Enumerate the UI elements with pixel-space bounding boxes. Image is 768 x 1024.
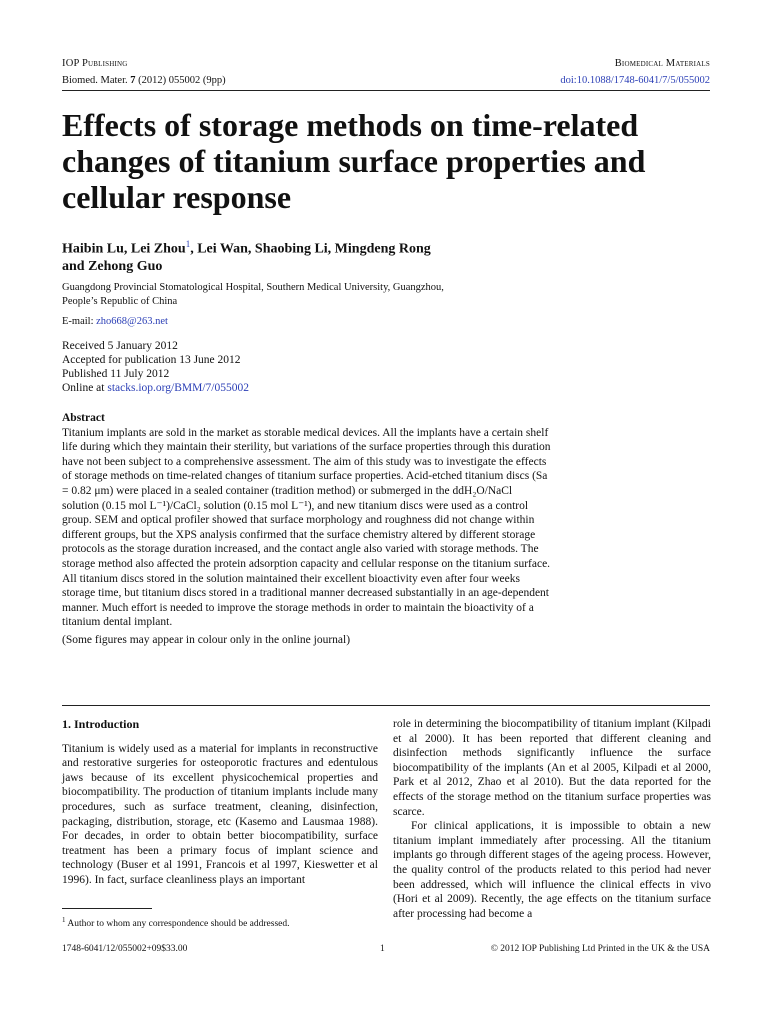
footnote-rule: [62, 908, 152, 909]
page-number: 1: [380, 944, 385, 954]
section-rule: [62, 705, 710, 706]
citation: Biomed. Mater. 7 (2012) 055002 (9pp): [62, 75, 226, 86]
journal-name: Biomedical Materials: [614, 58, 710, 69]
left-column: [62, 717, 378, 888]
accepted-date: Accepted for publication 13 June 2012: [62, 354, 241, 366]
affiliation: Guangdong Provincial Stomatological Hospital, Southern Medical University, Guangzhou, People’s Republic of China: [62, 282, 444, 307]
publication-dates: [62, 339, 249, 395]
email-link[interactable]: zho668@263.net: [96, 316, 168, 327]
issn-price: 1748-6041/12/055002+09$33.00: [62, 944, 188, 954]
footnote: $^1$ Author to whom any correspondence should be addressed.: [62, 916, 290, 930]
citation-row: [62, 75, 710, 88]
intro-heading: 1. Introduction: [62, 717, 140, 731]
copyright: © 2012 IOP Publishing Ltd Printed in the UK & the USA: [490, 944, 710, 954]
publisher-name: IOP Publishing: [62, 58, 128, 69]
doi-link[interactable]: doi:10.1088/1748-6041/7/5/055002: [560, 75, 710, 86]
published-date: Published 11 July 2012: [62, 368, 170, 380]
intro-paragraph-3: For clinical applications, it is impossible to obtain a new titanium implant immediately after processing. All the titanium implants go through different stages of the ageing process. However, the quality control of the products related to this period had never been addressed, which will influence the clinical effects in vivo (Hori et al 2009). Recently, the age effects on the titanium surface after processing had become a: [393, 820, 711, 920]
abstract-text: Titanium implants are sold in the market as storable medical devices. All the implants have a certain shelf life during which they maintain their sterility, but variations of the surface properties through this duration have not been subject to a comprehensive assessment. The aim of this study was to investigate the effects of storage methods on time-related changes of titanium surface properties. Acid-etched titanium discs (Sa = 0.82 μm) were placed in a sealed container (tradition method) or submerged in the ddH₂O/NaCl solution (0.15 mol L⁻¹)/CaCl₂ solution (0.15 mol L⁻¹), and new titanium discs were used as a control group. SEM and optical profiler showed that surface morphology and roughness did not change within different groups, but the XPS analysis confirmed that the surface chemistry altered by different storage protocols as the storage duration increased, and the contact angle also varied with storage methods. The storage method also affected the protein adsorption capacity and cellular response on the titanium surface. All titanium discs stored in the solution maintained their excellent bioactivity even after four weeks storage time, but titanium discs stored in a traditional manner decreased substantially in an age-dependent manner. Much effort is needed to improve the storage methods in order to maintain the bioactivity of a titanium dental implant.: [62, 426, 551, 629]
journal-header: [62, 58, 710, 71]
received-date: Received 5 January 2012: [62, 340, 178, 352]
author-footnote-link[interactable]: 1: [185, 239, 191, 249]
author-list: Haibin Lu, Lei Zhou$^1$, Lei Wan, Shaobing Li, Mingdeng Rong and Zehong Guo: [62, 239, 431, 274]
online-link[interactable]: stacks.iop.org/BMM/7/055002: [107, 382, 249, 394]
abstract: [62, 411, 552, 648]
right-column: [393, 717, 711, 921]
online-line: Online at stacks.iop.org/BMM/7/055002: [62, 382, 249, 394]
header-rule: [62, 90, 710, 91]
intro-paragraph-1: Titanium is widely used as a material for implants in reconstructive and restorative surgeries for osteoporotic fractures and edentulous jaws because of its excellent physicochemical properties and biocompatibility. The production of titanium implants include many procedures, such as surface treatment, cleaning, disinfection, packaging, distribution, storage, etc (Kasemo and Lausmaa 1988). For decades, in order to obtain better biocompatibility, surface treatment has been a primary focus of implant science and technology (Buser et al 1991, Francois et al 1997, Kieswetter et al 1996). In fact, surface cleanliness plays an important: [62, 742, 378, 886]
email-line: E-mail: zho668@263.net: [62, 316, 168, 327]
article-title: Effects of storage methods on time-related changes of titanium surface properties and cellular response: [62, 107, 646, 215]
intro-paragraph-2: role in determining the biocompatibility of titanium implant (Kilpadi et al 2000). It has been reported that different cleaning and disinfection methods significantly influence the surface biocompatibility of the implants (An et al 2005, Kilpadi et al 2000, Park et al 2012, Zhao et al 2010). But the data reported for the effects of the storage method on the titanium surface properties was scarce.: [393, 718, 711, 818]
abstract-heading: Abstract: [62, 412, 105, 424]
colour-note: (Some figures may appear in colour only in the online journal): [62, 633, 351, 646]
page-footer: [62, 944, 710, 956]
